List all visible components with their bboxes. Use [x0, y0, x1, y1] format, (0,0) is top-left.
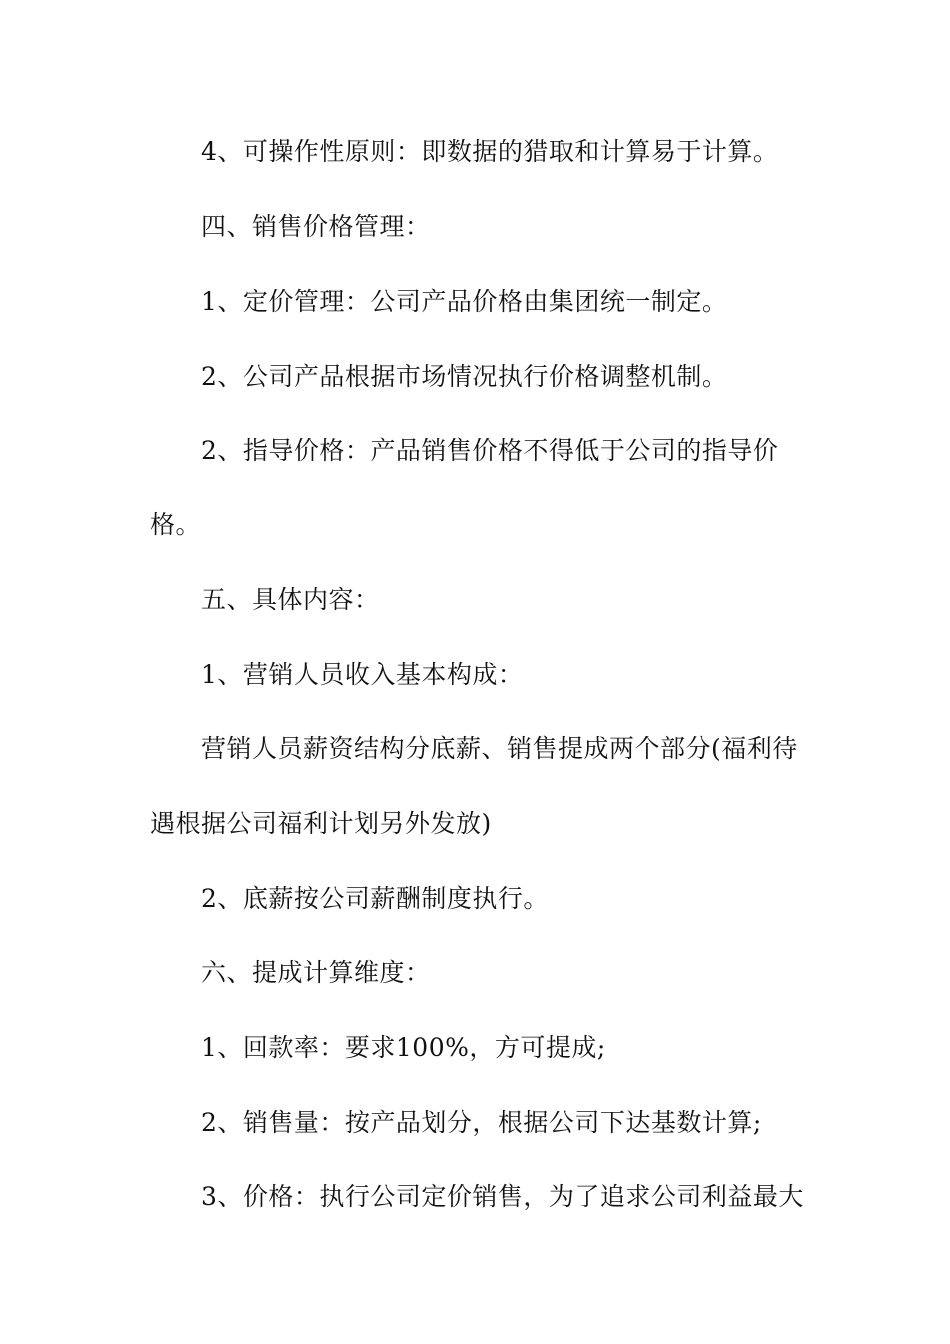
- text-line: 1、营销人员收入基本构成：: [201, 660, 524, 689]
- text-line: 2、公司产品根据市场情况执行价格调整机制。: [201, 362, 728, 391]
- text-line: 2、指导价格：产品销售价格不得低于公司的指导价: [201, 436, 779, 465]
- section-heading: 四、销售价格管理：: [201, 212, 431, 241]
- text-line: 2、底薪按公司薪酬制度执行。: [201, 884, 549, 913]
- text-line: 3、价格：执行公司定价销售，为了追求公司利益最大: [201, 1182, 804, 1211]
- text-line-continuation: 格。: [150, 510, 202, 539]
- text-line: 1、定价管理：公司产品价格由集团统一制定。: [201, 287, 728, 316]
- text-line-continuation: 遇根据公司福利计划另外发放): [150, 809, 492, 838]
- section-heading: 六、提成计算维度：: [201, 958, 431, 987]
- text-line: 4、可操作性原则：即数据的猎取和计算易于计算。: [201, 137, 779, 166]
- text-line: 1、回款率：要求100%，方可提成;: [201, 1033, 606, 1062]
- text-line: 2、销售量：按产品划分，根据公司下达基数计算;: [201, 1108, 762, 1137]
- section-heading: 五、具体内容：: [201, 585, 380, 614]
- text-line: 营销人员薪资结构分底薪、销售提成两个部分(福利待: [201, 734, 798, 763]
